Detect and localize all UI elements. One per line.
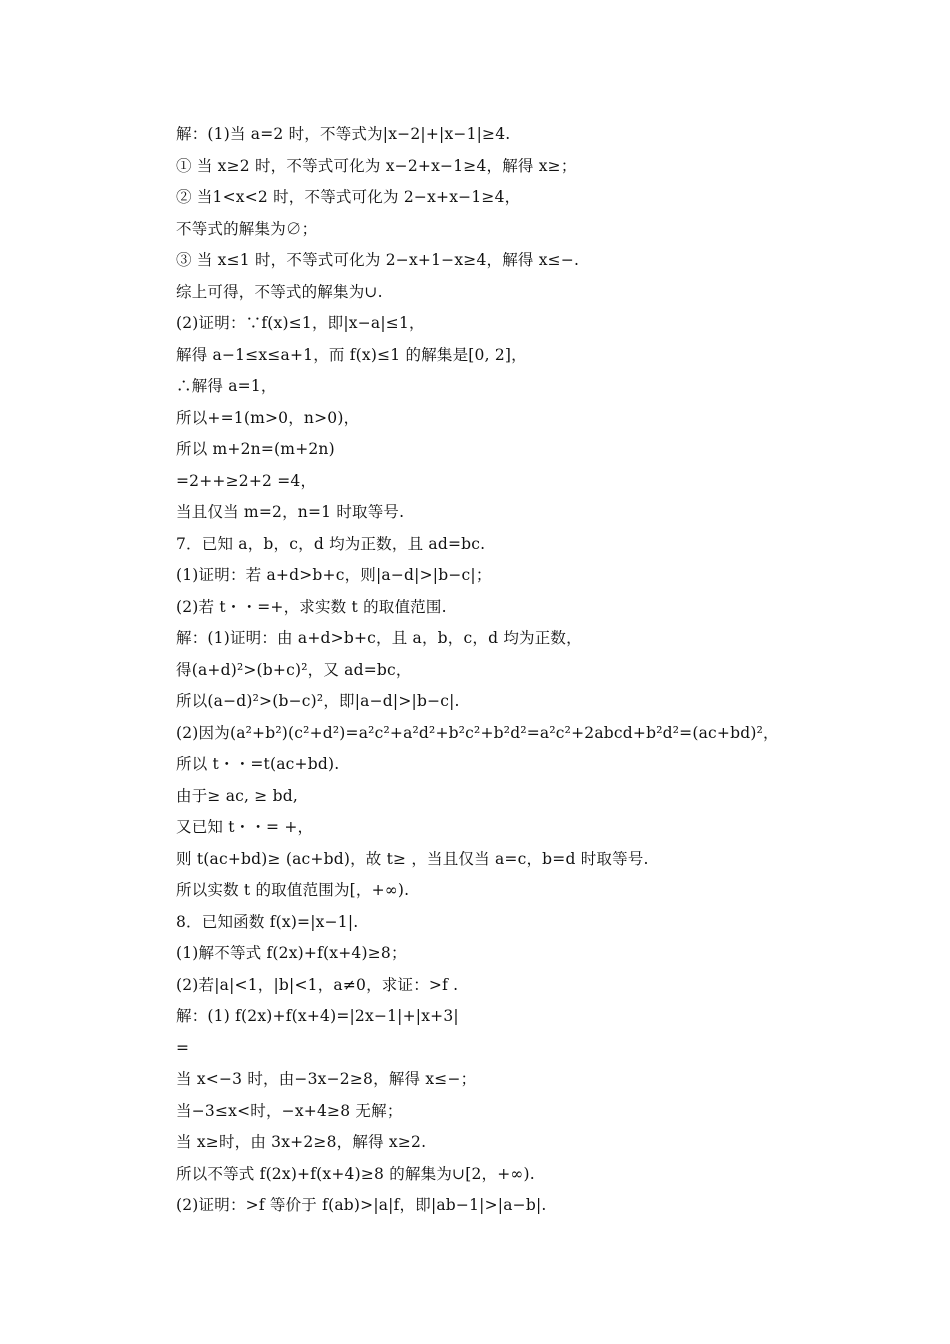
text-line: 当且仅当 m=2，n=1 时取等号.: [176, 503, 405, 521]
text-line: 综上可得，不等式的解集为∪.: [176, 282, 383, 301]
text-line: 所以实数 t 的取值范围为[，+∞).: [176, 881, 410, 899]
text-line: 则 t(ac+bd)≥ (ac+bd)，故 t≥ ，当且仅当 a=c，b=d 时取等号.: [176, 849, 649, 868]
text-line: ③ 当 x≤1 时，不等式可化为 2−x+1−x≥4，解得 x≤−.: [176, 251, 580, 269]
problem-7-heading: 7．已知 a，b，c，d 均为正数，且 ad=bc.: [176, 534, 486, 553]
text-line: 又已知 t・・= +，: [176, 818, 314, 836]
text-line: ② 当1<x<2 时，不等式可化为 2−x+x−1≥4，: [176, 188, 521, 206]
text-line: 解得 a−1≤x≤a+1，而 f(x)≤1 的解集是[0, 2]，: [176, 345, 527, 364]
text-line: 当−3≤x<时，−x+4≥8 无解；: [176, 1101, 403, 1120]
text-line: 解：(1)证明：由 a+d>b+c，且 a，b，c，d 均为正数，: [176, 629, 582, 647]
text-line: =: [176, 1038, 190, 1057]
text-line: 由于≥ ac, ≥ bd,: [176, 786, 298, 805]
text-line: (2)因为(a²+b²)(c²+d²)=a²c²+a²d²+b²c²+b²d²=a²c²+2abcd+b²d²=(ac+bd)²，: [176, 723, 779, 742]
text-line: (2)若|a|<1，|b|<1，a≠0，求证：>f .: [176, 975, 459, 994]
text-line: 解：(1)当 a=2 时，不等式为|x−2|+|x−1|≥4.: [176, 125, 511, 143]
text-line: (2)证明：∵f(x)≤1，即|x−a|≤1，: [176, 314, 425, 332]
text-line: 当 x<−3 时，由−3x−2≥8，解得 x≤−；: [176, 1070, 477, 1088]
text-line: 所以+=1(m>0，n>0)，: [176, 408, 360, 427]
text-line: 所以不等式 f(2x)+f(x+4)≥8 的解集为∪[2，+∞).: [176, 1164, 535, 1183]
text-line: 所以 t・・=t(ac+bd).: [176, 755, 340, 773]
text-line: ① 当 x≥2 时，不等式可化为 x−2+x−1≥4，解得 x≥；: [176, 156, 577, 175]
text-line: (2)若 t・・=+，求实数 t 的取值范围.: [176, 597, 447, 616]
text-line: (1)解不等式 f(2x)+f(x+4)≥8；: [176, 944, 407, 962]
text-line: 解：(1) f(2x)+f(x+4)=|2x−1|+|x+3|: [176, 1007, 459, 1025]
problem-8-heading: 8．已知函数 f(x)=|x−1|.: [176, 912, 359, 931]
text-line: (1)证明：若 a+d>b+c，则|a−d|>|b−c|；: [176, 566, 492, 584]
text-line: 所以(a−d)²>(b−c)²，即|a−d|>|b−c|.: [176, 692, 460, 710]
text-line: ∴解得 a=1，: [176, 377, 277, 395]
text-line: (2)证明：>f 等价于 f(ab)>|a|f，即|ab−1|>|a−b|.: [176, 1196, 547, 1214]
text-line: 得(a+d)²>(b+c)²，又 ad=bc，: [176, 660, 412, 679]
document-body: [176, 119, 876, 1222]
text-line: 当 x≥时，由 3x+2≥8，解得 x≥2.: [176, 1133, 427, 1151]
text-line: =2++≥2+2 =4，: [176, 471, 317, 490]
text-line: 所以 m+2n=(m+2n): [176, 440, 335, 458]
text-line: 不等式的解集为∅；: [176, 219, 318, 238]
